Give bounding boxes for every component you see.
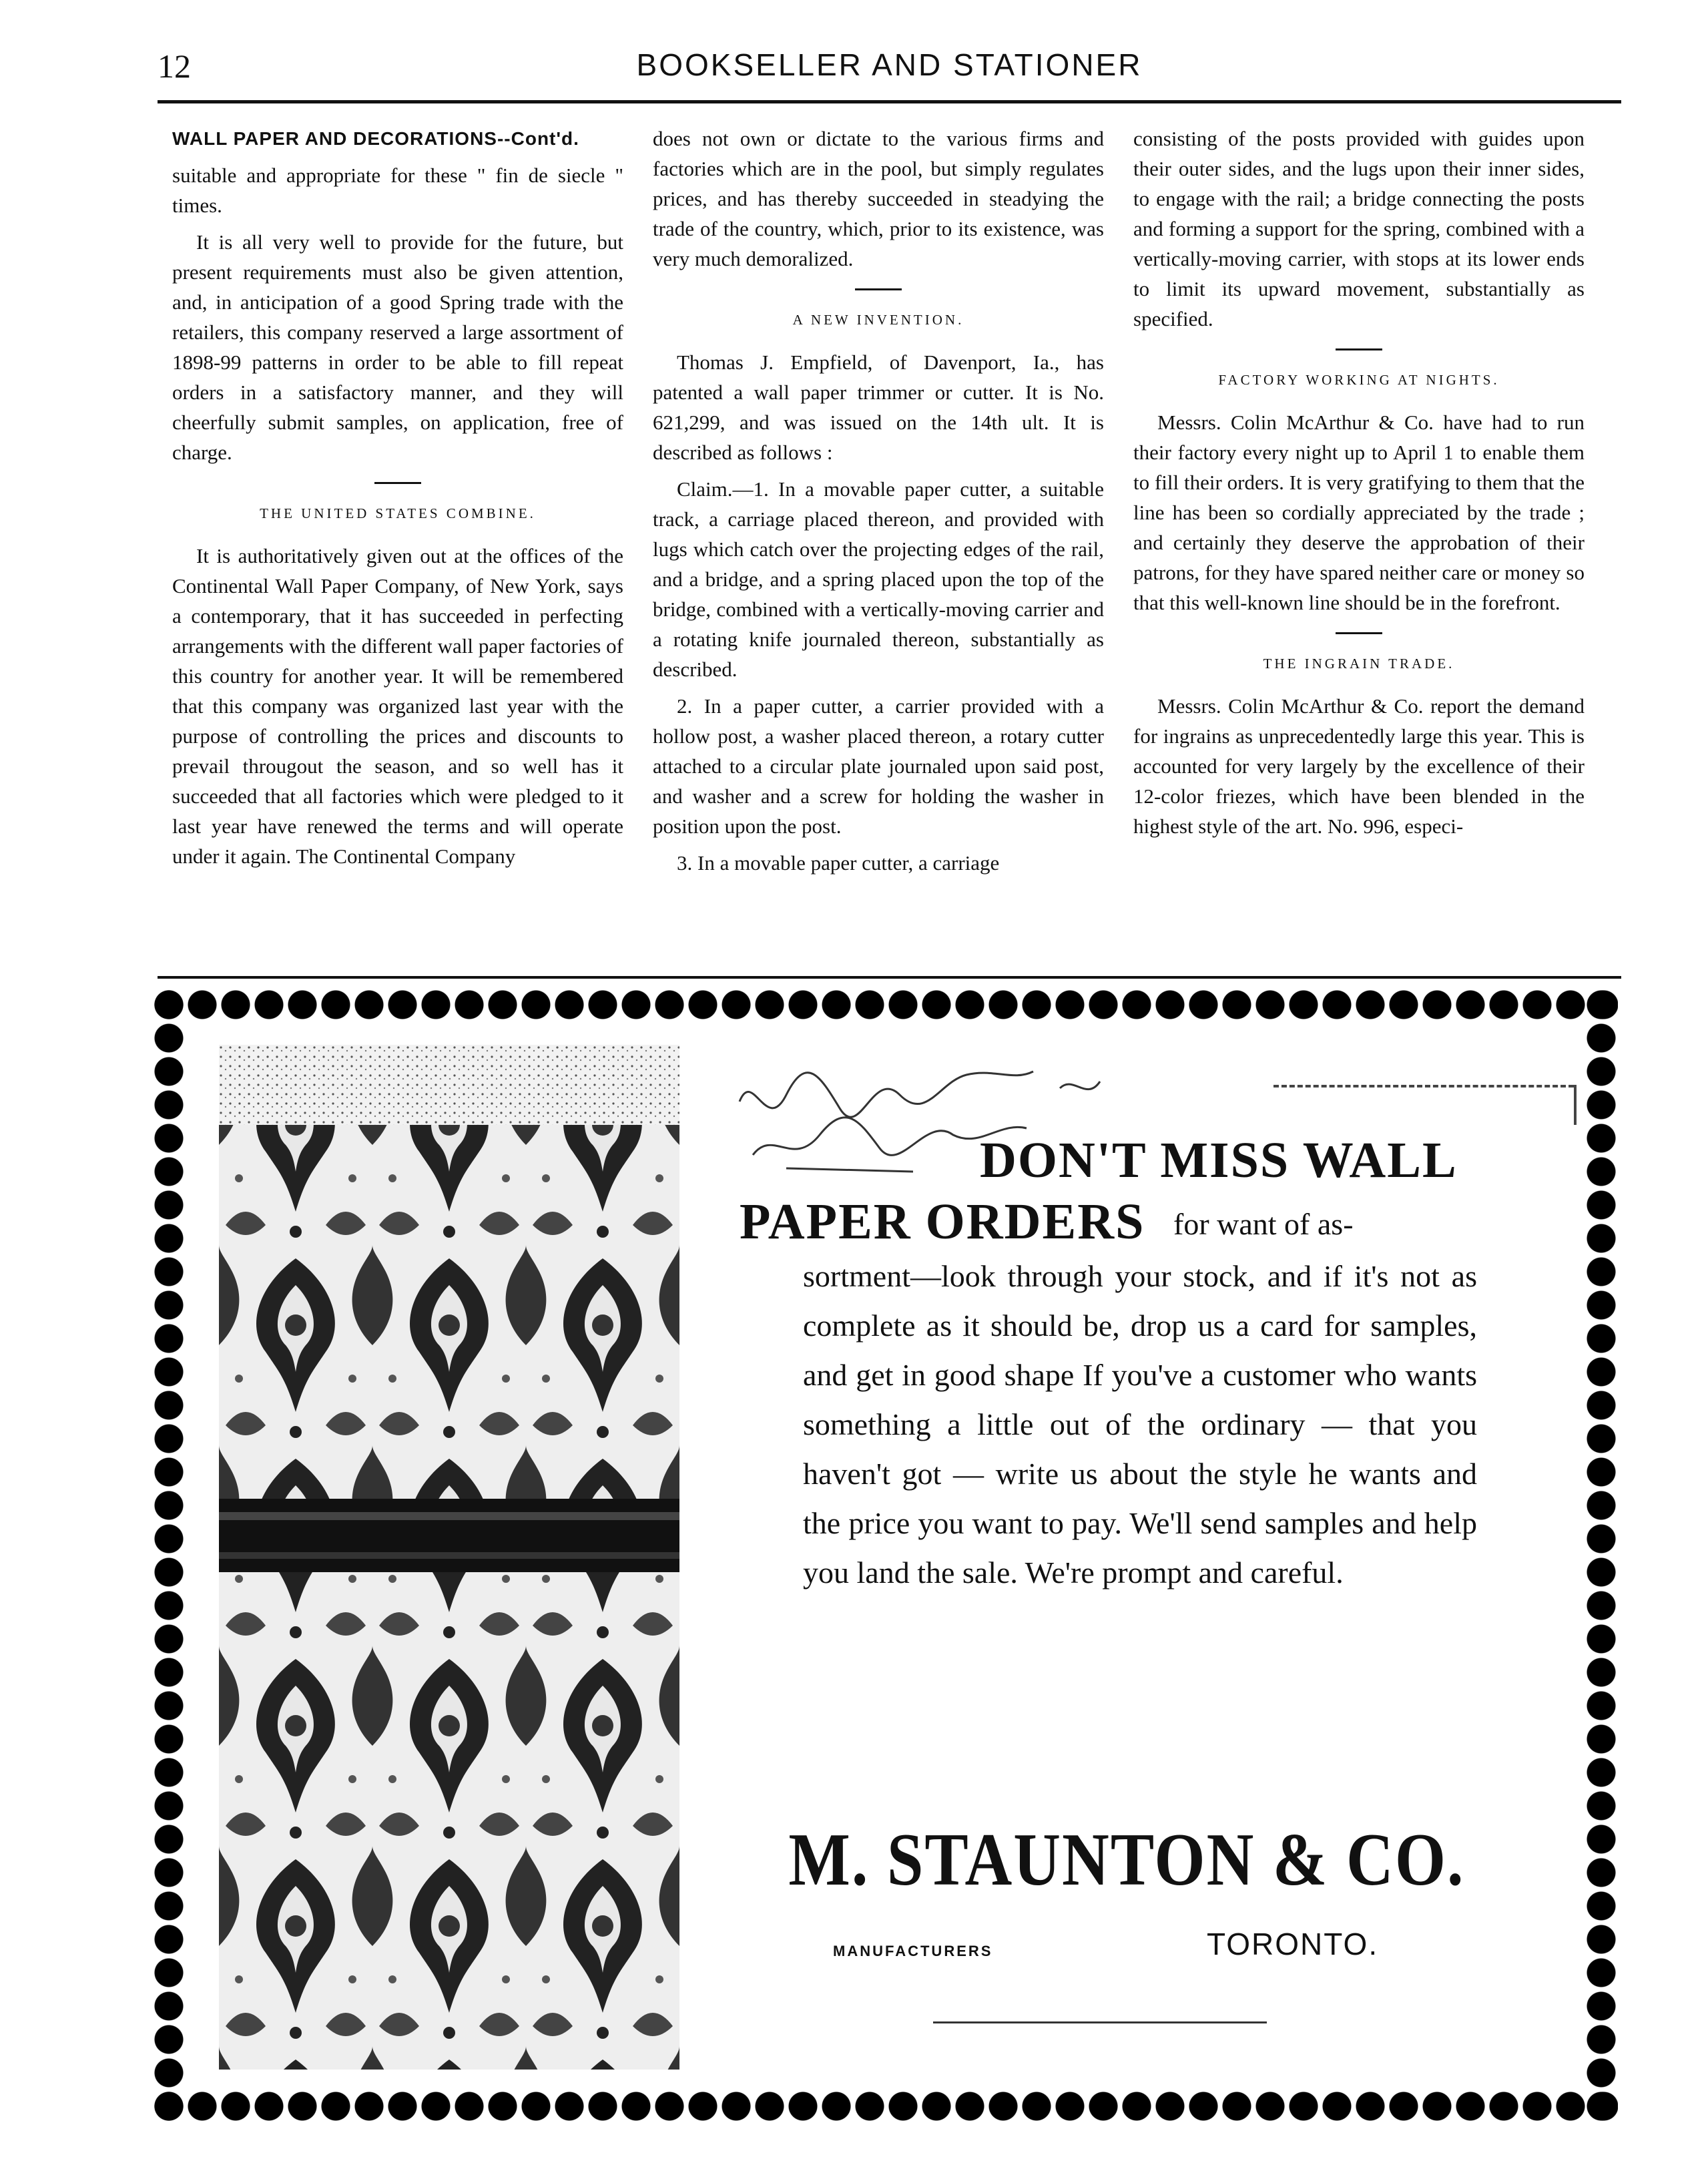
- column-2-paragraph-4: 2. In a paper cutter, a carrier provided with a hollow post, a washer placed thereon, a rotary cutter attached to a circular plate journaled upon said post, and washer and a screw for holding the washer in position upon the post.: [653, 694, 1104, 838]
- dotted-border-right: [1585, 988, 1618, 2123]
- column-1-paragraph-3: It is authoritatively given out at the offices of the Continental Wall Paper Company, of New York, says a contemporary, that it has succeeded in perfecting arrangements with the different wall paper factories of this country for another year. It will be remembered that this company was organized last year with the purpose of controlling the prices and discounts to prevail througout the season, and so well has it succeeded that all factories which were pledged to it last year have renewed the terms and will operate under it again. The Continental Company: [172, 544, 623, 868]
- column-2: [638, 124, 1119, 958]
- column-2-paragraph-3: Claim.—1. In a movable paper cutter, a suitable track, a carriage placed thereon, and provided with lugs which catch over the projecting edges of the rail, and a bridge, and a spring placed upon the top of the bridge, combined with a vertically-moving carrier and a rotating knife journaled thereon, substantially as described.: [653, 477, 1104, 681]
- dotted-border-top: [152, 988, 1618, 1021]
- column-1: [158, 124, 638, 958]
- column-2-paragraph-2: Thomas J. Empfield, of Davenport, Ia., has patented a wall paper trimmer or cutter. It is No. 621,299, and was issued on the 14th ult. It is described as follows :: [653, 350, 1104, 464]
- section-separator: [374, 482, 421, 484]
- subheading-new-invention: A NEW INVENTION.: [792, 312, 964, 328]
- page-number: 12: [158, 47, 191, 85]
- ad-city: TORONTO.: [1207, 1927, 1379, 1961]
- running-head-title: BOOKSELLER AND STATIONER: [636, 47, 1143, 82]
- subheading-factory-working: FACTORY WORKING AT NIGHTS.: [1218, 372, 1500, 388]
- article-columns: [158, 124, 1599, 958]
- header-rule: [158, 100, 1621, 103]
- ad-company-name: M. STAUNTON & CO.: [788, 1818, 1465, 1902]
- dotted-border-bottom: [152, 2090, 1618, 2123]
- column-3-paragraph-2: Messrs. Colin McArthur & Co. have had to run their factory every night up to April 1 to enable them to fill their orders. It is very gratifying to them that the line has been so cordially appreciated by the trade ; and certainly they deserve the approbation of their patrons, for they have spared neither care or money so that this well-known line should be in the forefront.: [1133, 411, 1585, 614]
- page-header: [158, 47, 1621, 107]
- ad-manufacturers-label: MANUFACTURERS: [833, 1943, 993, 1959]
- ad-bottom-line: [933, 2021, 1267, 2023]
- advertisement-top-rule: [158, 976, 1621, 979]
- column-2-paragraph-5: 3. In a movable paper cutter, a carriage: [677, 851, 1000, 875]
- column-3-paragraph-3: Messrs. Colin McArthur & Co. report the demand for ingrains as unprecedentedly large this year. This is accounted for very largely by the excellence of their 12-color friezes, which have been blended in the highest style of the art. No. 996, especi-: [1133, 694, 1585, 838]
- ad-dashed-line: [1273, 1085, 1574, 1088]
- column-3-paragraph-1: consisting of the posts provided with guides upon their outer sides, and the lugs upon their inner sides, to engage with the rail; a bridge connecting the posts and forming a support for the spring, combined with a vertically-moving carrier, with stops at its lower ends to limit its upward movement, substantially as specified.: [1133, 127, 1585, 330]
- column-1-paragraph-1: suitable and appropriate for these " fin de siecle " times.: [172, 164, 623, 217]
- subheading-united-states-combine: THE UNITED STATES COMBINE.: [260, 505, 536, 521]
- subheading-ingrain-trade: THE INGRAIN TRADE.: [1263, 656, 1455, 672]
- ad-body-text: sortment—look through your stock, and if it's not as complete as it should be, drop us a card for samples, and get in good shape If you've a customer who wants something a little out of the ordinary — that you haven't got — write us about the style he wants and the price you want to pay. We'll send samples and help you land the sale. We're prompt and careful.: [803, 1259, 1477, 1590]
- column-3: [1119, 124, 1599, 958]
- ad-headline-line-1: DON'T MISS WALL: [980, 1132, 1458, 1188]
- section-separator: [855, 288, 902, 290]
- ad-corner-tick: [1574, 1085, 1577, 1125]
- ad-headline-line-2: PAPER ORDERS: [740, 1194, 1145, 1250]
- column-2-paragraph-1: does not own or dictate to the various firms and factories which are in the pool, but simply regulates prices, and has thereby succeeded in steadying the trade of the country, which, prior to its existence, was very much demoralized.: [653, 127, 1104, 270]
- staunton-advertisement: [152, 988, 1618, 2123]
- continued-heading: WALL PAPER AND DECORATIONS--Cont'd.: [172, 128, 579, 149]
- wallpaper-pattern-illustration: [219, 1045, 679, 2070]
- section-separator: [1336, 632, 1382, 634]
- section-separator: [1336, 348, 1382, 350]
- column-1-paragraph-2: It is all very well to provide for the future, but present requirements must also be given attention, and, in anticipation of a good Spring trade with the retailers, this company reserved a large assortment of 1898-99 patterns in order to be able to fill repeat orders in a satisfactory manner, and they will cheerfully submit samples, on application, free of charge.: [172, 230, 623, 464]
- dotted-border-left: [152, 988, 186, 2123]
- ad-lead-in: for want of as-: [1173, 1207, 1354, 1241]
